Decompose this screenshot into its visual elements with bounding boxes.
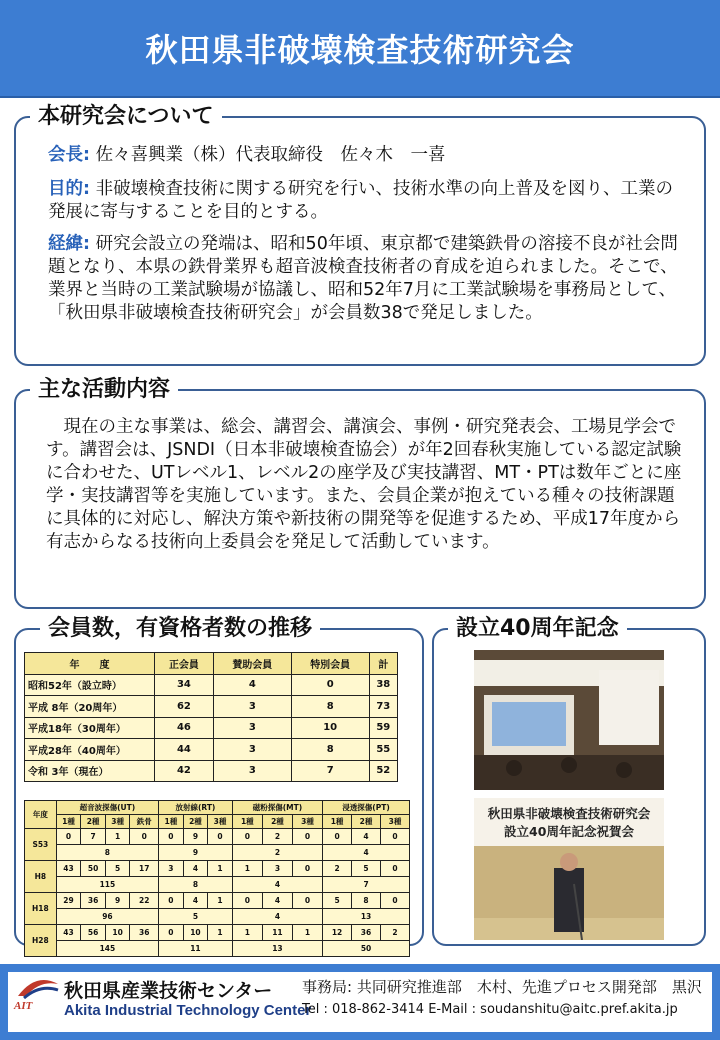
- table-cell: 2: [262, 829, 292, 845]
- org-name: 秋田県産業技術センター: [64, 980, 273, 1002]
- table-cell: 4: [183, 861, 208, 877]
- year-cell: S53: [25, 829, 57, 861]
- aitc-logo-icon: [16, 976, 60, 1000]
- table-cell: 4: [183, 893, 208, 909]
- history-text: 研究会設立の発端は、昭和50年頃、東京都で建築鉄骨の溶接不良が社会問題となり、本県の鉄骨業界も超音波検査技術者の育成を迫られました。そこで、業界と当時の工業試験場が協議し、昭和52年7月に工業試験場を事務局として、「秋田県非破壊検査技術研究会」が会員数38で発足しました。: [48, 234, 678, 323]
- table-cell: 0: [208, 829, 233, 845]
- table-cell: 34: [155, 674, 214, 696]
- table-cell: 12: [323, 925, 352, 941]
- about-heading: 本研究会について: [30, 103, 222, 131]
- group-header: 磁粉探傷(MT): [232, 801, 322, 815]
- table-cell: 5: [323, 893, 352, 909]
- year-cell: H18: [25, 893, 57, 925]
- table-cell: 1: [292, 925, 322, 941]
- qual-total-row: [25, 941, 410, 957]
- sub-header: 1種: [56, 815, 81, 829]
- total-cell: 8: [159, 877, 233, 893]
- history-label: 経緯:: [48, 234, 90, 254]
- members-row: [25, 696, 398, 718]
- table-cell: 1: [105, 829, 130, 845]
- members-row: [25, 674, 398, 696]
- total-cell: 96: [56, 909, 158, 925]
- table-cell: 3: [213, 717, 291, 739]
- table-cell: 3: [213, 739, 291, 761]
- table-cell: 2: [323, 861, 352, 877]
- footer-box: [8, 972, 712, 1032]
- row-label: 平成28年（40周年）: [25, 739, 155, 761]
- sub-header: 3種: [292, 815, 322, 829]
- banner-line-2: 設立40周年記念祝賀会: [504, 824, 634, 839]
- table-cell: 52: [369, 760, 397, 782]
- table-cell: 3: [262, 861, 292, 877]
- table-cell: 8: [291, 739, 369, 761]
- group-header: 超音波探傷(UT): [56, 801, 158, 815]
- anniversary-heading: 設立40周年記念: [448, 615, 627, 643]
- members-header-row: [25, 653, 398, 675]
- chair-line: [48, 144, 688, 167]
- group-header: 浸透探傷(PT): [323, 801, 410, 815]
- purpose-text: 非破壊検査技術に関する研究を行い、技術水準の向上普及を図り、工業の発展に寄与することを目的とする。: [48, 179, 674, 222]
- table-cell: 0: [291, 674, 369, 696]
- table-cell: 43: [56, 861, 81, 877]
- table-cell: 10: [183, 925, 208, 941]
- table-cell: 0: [159, 925, 184, 941]
- sub-header: 鉄骨: [130, 815, 159, 829]
- table-cell: 36: [81, 893, 106, 909]
- table-cell: 56: [81, 925, 106, 941]
- total-cell: 2: [232, 845, 322, 861]
- anniversary-photo-2: [474, 798, 664, 940]
- sub-header: 2種: [81, 815, 106, 829]
- table-cell: 36: [352, 925, 381, 941]
- logo-text: AIT: [14, 1000, 33, 1012]
- table-cell: 0: [380, 861, 409, 877]
- table-cell: 4: [262, 893, 292, 909]
- members-row: [25, 717, 398, 739]
- table-cell: 0: [380, 829, 409, 845]
- col-header: 計: [369, 653, 397, 675]
- sub-header: 2種: [352, 815, 381, 829]
- table-cell: 8: [352, 893, 381, 909]
- qual-row: [25, 893, 410, 909]
- table-cell: 46: [155, 717, 214, 739]
- table-cell: 5: [105, 861, 130, 877]
- table-cell: 4: [213, 674, 291, 696]
- row-label: 平成18年（30周年）: [25, 717, 155, 739]
- qual-total-row: [25, 877, 410, 893]
- total-cell: 8: [56, 845, 158, 861]
- total-cell: 115: [56, 877, 158, 893]
- table-cell: 36: [130, 925, 159, 941]
- anniversary-photo-1: [474, 650, 664, 790]
- total-cell: 50: [323, 941, 410, 957]
- table-cell: 1: [232, 861, 262, 877]
- table-cell: 50: [81, 861, 106, 877]
- total-cell: 5: [159, 909, 233, 925]
- org-name-en: Akita Industrial Technology Center: [64, 1002, 312, 1019]
- table-cell: 3: [159, 861, 184, 877]
- header-bar: [0, 0, 720, 98]
- table-cell: 62: [155, 696, 214, 718]
- table-cell: 73: [369, 696, 397, 718]
- members-table: [24, 652, 398, 782]
- table-cell: 10: [105, 925, 130, 941]
- members-row: [25, 739, 398, 761]
- table-cell: 3: [213, 696, 291, 718]
- total-cell: 9: [159, 845, 233, 861]
- year-header: 年度: [25, 801, 57, 829]
- table-cell: 0: [292, 861, 322, 877]
- qual-group-row: [25, 801, 410, 815]
- members-row: [25, 760, 398, 782]
- sub-header: 3種: [380, 815, 409, 829]
- sub-header: 1種: [232, 815, 262, 829]
- table-cell: 7: [81, 829, 106, 845]
- activities-text: 現在の主な事業は、総会、講習会、講演会、事例・研究発表会、工場見学会です。講習会は、JSNDI（日本非破壊検査協会）が年2回春秋実施している認定試験に合わせた、UTレベル1、レベル2の座学及び実技講習、MT・PTは数年ごとに座学・実技講習等を実施しています。また、会員企業が抱えている種々の技術課題に具体的に対応し、解決方策や新技術の開発等を促進するため、平成17年度から有志からなる技術向上委員会を発足して活動しています。: [46, 417, 682, 552]
- contact-info: Tel : 018-862-3414 E-Mail : soudanshitu@aitc.pref.akita.jp: [302, 1002, 678, 1017]
- qualification-table: [24, 800, 410, 957]
- col-header: 特別会員: [291, 653, 369, 675]
- banner-line-1: 秋田県非破壊検査技術研究会: [487, 806, 651, 821]
- table-cell: 1: [208, 893, 233, 909]
- total-cell: 4: [232, 909, 322, 925]
- table-cell: 1: [208, 861, 233, 877]
- row-label: 令和 3年（現在）: [25, 760, 155, 782]
- table-cell: 55: [369, 739, 397, 761]
- table-cell: 3: [213, 760, 291, 782]
- table-cell: 59: [369, 717, 397, 739]
- col-header: 賛助会員: [213, 653, 291, 675]
- history-line: [48, 233, 688, 325]
- table-cell: 8: [291, 696, 369, 718]
- chair-text: 佐々喜興業（株）代表取締役 佐々木 一喜: [90, 145, 446, 165]
- total-cell: 4: [323, 845, 410, 861]
- qual-total-row: [25, 845, 410, 861]
- table-cell: 1: [232, 925, 262, 941]
- total-cell: 4: [232, 877, 322, 893]
- activities-heading: 主な活動内容: [30, 376, 178, 404]
- total-cell: 145: [56, 941, 158, 957]
- table-cell: 42: [155, 760, 214, 782]
- row-label: 昭和52年（設立時）: [25, 674, 155, 696]
- col-header: 年 度: [25, 653, 155, 675]
- table-cell: 4: [352, 829, 381, 845]
- table-cell: 2: [380, 925, 409, 941]
- total-cell: 11: [159, 941, 233, 957]
- table-cell: 10: [291, 717, 369, 739]
- office-info: 事務局: 共同研究推進部 木村、先進プロセス開発部 黒沢: [302, 978, 702, 996]
- qual-sub-row: [25, 815, 410, 829]
- table-cell: 43: [56, 925, 81, 941]
- members-heading: 会員数，有資格者数の推移: [40, 615, 320, 643]
- table-cell: 0: [380, 893, 409, 909]
- table-cell: 9: [183, 829, 208, 845]
- qual-row: [25, 925, 410, 941]
- table-cell: 0: [56, 829, 81, 845]
- purpose-line: [48, 178, 688, 224]
- qual-row: [25, 829, 410, 845]
- footer-bar: [0, 964, 720, 1040]
- sub-header: 2種: [183, 815, 208, 829]
- photo-1-illustration: [474, 650, 664, 790]
- group-header: 放射線(RT): [159, 801, 233, 815]
- sub-header: 1種: [159, 815, 184, 829]
- table-cell: 0: [323, 829, 352, 845]
- purpose-label: 目的:: [48, 179, 90, 199]
- sub-header: 3種: [208, 815, 233, 829]
- table-cell: 0: [292, 829, 322, 845]
- sub-header: 1種: [323, 815, 352, 829]
- table-cell: 0: [130, 829, 159, 845]
- year-cell: H8: [25, 861, 57, 893]
- total-cell: 7: [323, 877, 410, 893]
- qual-row: [25, 861, 410, 877]
- total-cell: 13: [232, 941, 322, 957]
- table-cell: 29: [56, 893, 81, 909]
- table-cell: 17: [130, 861, 159, 877]
- qual-total-row: [25, 909, 410, 925]
- table-cell: 11: [262, 925, 292, 941]
- year-cell: H28: [25, 925, 57, 957]
- table-cell: 44: [155, 739, 214, 761]
- table-cell: 0: [159, 829, 184, 845]
- total-cell: 13: [323, 909, 410, 925]
- table-cell: 22: [130, 893, 159, 909]
- table-cell: 7: [291, 760, 369, 782]
- table-cell: 5: [352, 861, 381, 877]
- table-cell: 0: [232, 893, 262, 909]
- col-header: 正会員: [155, 653, 214, 675]
- table-cell: 0: [232, 829, 262, 845]
- sub-header: 2種: [262, 815, 292, 829]
- table-cell: 0: [292, 893, 322, 909]
- table-cell: 1: [208, 925, 233, 941]
- table-cell: 9: [105, 893, 130, 909]
- table-cell: 0: [159, 893, 184, 909]
- sub-header: 3種: [105, 815, 130, 829]
- row-label: 平成 8年（20周年）: [25, 696, 155, 718]
- page-title: 秋田県非破壊検査技術研究会: [145, 31, 575, 69]
- chair-label: 会長:: [48, 145, 90, 165]
- table-cell: 38: [369, 674, 397, 696]
